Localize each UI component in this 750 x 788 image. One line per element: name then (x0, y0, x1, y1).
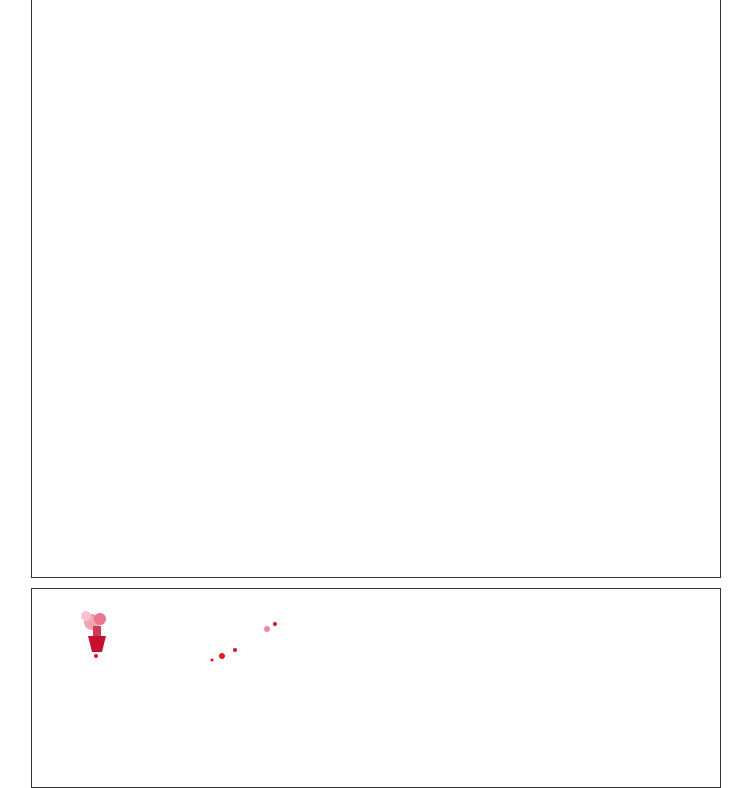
worksheet-card-2 (31, 588, 721, 788)
book-logo-icon (72, 604, 292, 664)
read-header-2 (81, 746, 85, 770)
read-header (68, 257, 72, 281)
worksheet-card-1 (31, 0, 721, 578)
